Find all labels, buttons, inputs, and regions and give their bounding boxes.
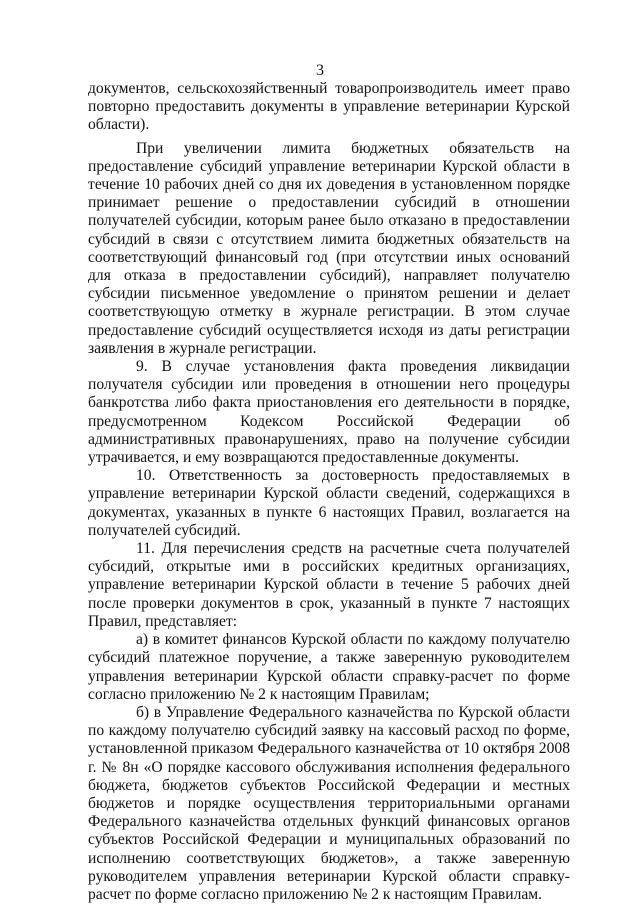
- paragraph-budget-limit: При увеличении лимита бюджетных обязательств на предоставление субсидий управление ветеринарии Курской области в течение 10 рабочих дней со дня их доведения в установленном порядке принимает решение о предоставлении субсидий в отношении получателей субсидии, которым ранее было отказано в предоставлении субсидий в связи с отсутствием лимита бюджетных обязательств на соответствующий финансовый год (при отсутствии иных оснований для отказа в предоставлении субсидий), направляет получателю субсидии письменное уведомление о принятом решении и делает соответствующую отметку в журнале регистрации. В этом случае предоставление субсидий осуществляется исходя из даты регистрации заявления в журнале регистрации.: [88, 139, 570, 357]
- paragraph-item-9: 9. В случае установления факта проведения ликвидации получателя субсидии или проведения в отношении него процедуры банкротства либо факта приостановления его деятельности в порядке, предусмотренном Кодексом Российской Федерации об административных правонарушениях, право на получение субсидии утрачивается, и ему возвращаются предоставленные документы.: [88, 358, 570, 467]
- paragraph-item-10: 10. Ответственность за достоверность предоставляемых в управление ветеринарии Курской области сведений, содержащихся в документах, указанных в пункте 6 настоящих Правил, возлагается на получателей субсидий.: [88, 467, 570, 539]
- paragraph-subitem-b: б) в Управление Федерального казначейства по Курской области по каждому получателю субсидий заявку на кассовый расход по форме, установленной приказом Федерального казначейства от 10 октября 2008 г. № 8н «О порядке кассового обслуживания исполнения федерального бюджета, бюджетов субъектов Российской Федерации и местных бюджетов и порядке осуществления территориальными органами Федерального казначейства отдельных функций финансовых органов субъектов Российской Федерации и муниципальных образований по исполнению соответствующих бюджетов», а также заверенную руководителем управления ветеринарии Курской области справку-расчет по форме согласно приложению № 2 к настоящим Правилам.: [88, 703, 570, 903]
- page-number: 3: [316, 62, 324, 79]
- paragraph-item-11: 11. Для перечисления средств на расчетные счета получателей субсидий, открытые ими в российских кредитных организациях, управление ветеринарии Курской области в течение 5 рабочих дней после проверки документов в срок, указанный в пункте 7 настоящих Правил, представляет:: [88, 540, 570, 630]
- document-body: [88, 80, 570, 904]
- paragraph-subitem-a: а) в комитет финансов Курской области по каждому получателю субсидий платежное поручение, а также заверенную руководителем управления ветеринарии Курской области справку-расчет по форме согласно приложению № 2 к настоящим Правилам;: [88, 631, 570, 703]
- paragraph-continuation: документов, сельскохозяйственный товаропроизводитель имеет право повторно предоставить документы в управление ветеринарии Курской области).: [88, 80, 570, 134]
